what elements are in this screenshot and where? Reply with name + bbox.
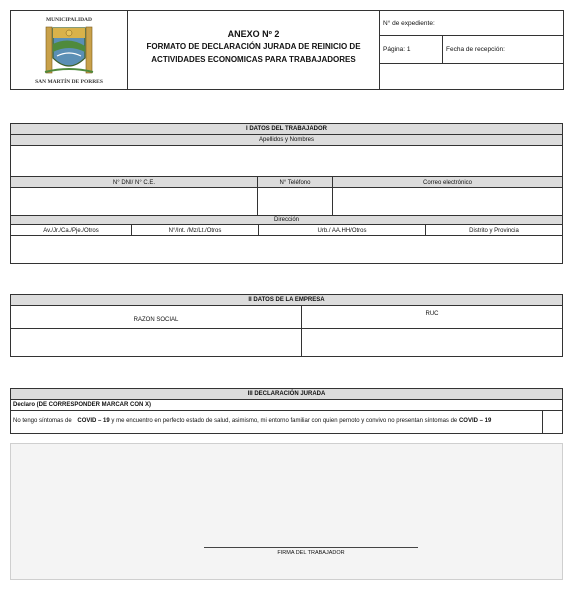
dni-label: N° DNI/ N° C.E. (112, 179, 156, 186)
telefono-label: N° Teléfono (279, 179, 311, 186)
header-box (10, 10, 564, 90)
statement-prefix: No tengo síntomas de (13, 418, 72, 424)
section-worker (10, 123, 563, 264)
municipality-logo (13, 13, 125, 89)
pagina-label: Página: 1 (383, 46, 411, 53)
section-company-title: II DATOS DE LA EMPRESA (11, 295, 562, 306)
razon-social-label: RAZON SOCIAL (133, 317, 179, 323)
distrito-label: Distrito y Provincia (469, 227, 519, 234)
info-panel (380, 11, 564, 89)
section-worker-title: I DATOS DEL TRABAJADOR (11, 124, 562, 135)
direccion-label: Dirección (11, 215, 562, 225)
expediente-label: N° de expediente: (383, 20, 435, 27)
covid-term-2: COVID – 19 (458, 418, 492, 424)
apellidos-label: Apellidos y Nombres (11, 135, 562, 146)
section-declaration (10, 388, 563, 434)
telefono-field[interactable] (258, 188, 332, 215)
fecha-recepcion-field[interactable] (444, 37, 562, 61)
correo-label: Correo electrónico (422, 179, 473, 186)
signature-line[interactable] (204, 547, 418, 548)
dni-field[interactable] (11, 188, 257, 215)
title-line-3: ACTIVIDADES ECONOMICAS PARA TRABAJADORES (151, 55, 356, 64)
urbanizacion-label: Urb./ AA.HH/Otros (317, 227, 367, 234)
declaro-instruction: Declaro (DE CORRESPONDER MARCAR CON X) (13, 402, 152, 408)
title-annex: ANEXO Nº 2 (227, 29, 280, 39)
correo-field[interactable] (333, 188, 562, 215)
covid-term-1: COVID – 19 (77, 418, 110, 424)
razon-social-field[interactable] (11, 329, 301, 356)
direccion-field[interactable] (11, 236, 562, 263)
signature-area (10, 443, 563, 580)
signature-label: FIRMA DEL TRABAJADOR (277, 550, 345, 556)
ruc-field[interactable] (302, 329, 562, 356)
coat-of-arms-icon (43, 24, 95, 76)
declaration-statement (13, 412, 541, 432)
statement-middle: y me encuentro en perfecto estado de salud, asimismo, mi entorno familiar con quien pernoto y convivo no presentan síntomas de (111, 418, 458, 424)
numero-label: N°/Int. /Mz/Lt./Otros (168, 227, 222, 234)
expediente-field[interactable] (450, 13, 560, 33)
section-declaration-title: III DECLARACIÓN JURADA (11, 389, 562, 400)
form-title (128, 11, 379, 89)
info-extra-field[interactable] (382, 65, 562, 87)
logo-bottom-text: SAN MARTÍN DE PORRES (35, 79, 103, 85)
section-company (10, 294, 563, 357)
via-label: Av./Jr./Ca./Pje./Otros (43, 227, 99, 234)
apellidos-field[interactable] (11, 146, 562, 177)
ruc-label: RUC (425, 311, 439, 317)
fecha-recepcion-label: Fecha de recepción: (446, 46, 505, 53)
declaration-checkbox[interactable] (542, 410, 562, 433)
logo-top-text: MUNICIPALIDAD (45, 17, 93, 23)
title-line-2: FORMATO DE DECLARACIÓN JURADA DE REINICIO DE (146, 42, 361, 51)
